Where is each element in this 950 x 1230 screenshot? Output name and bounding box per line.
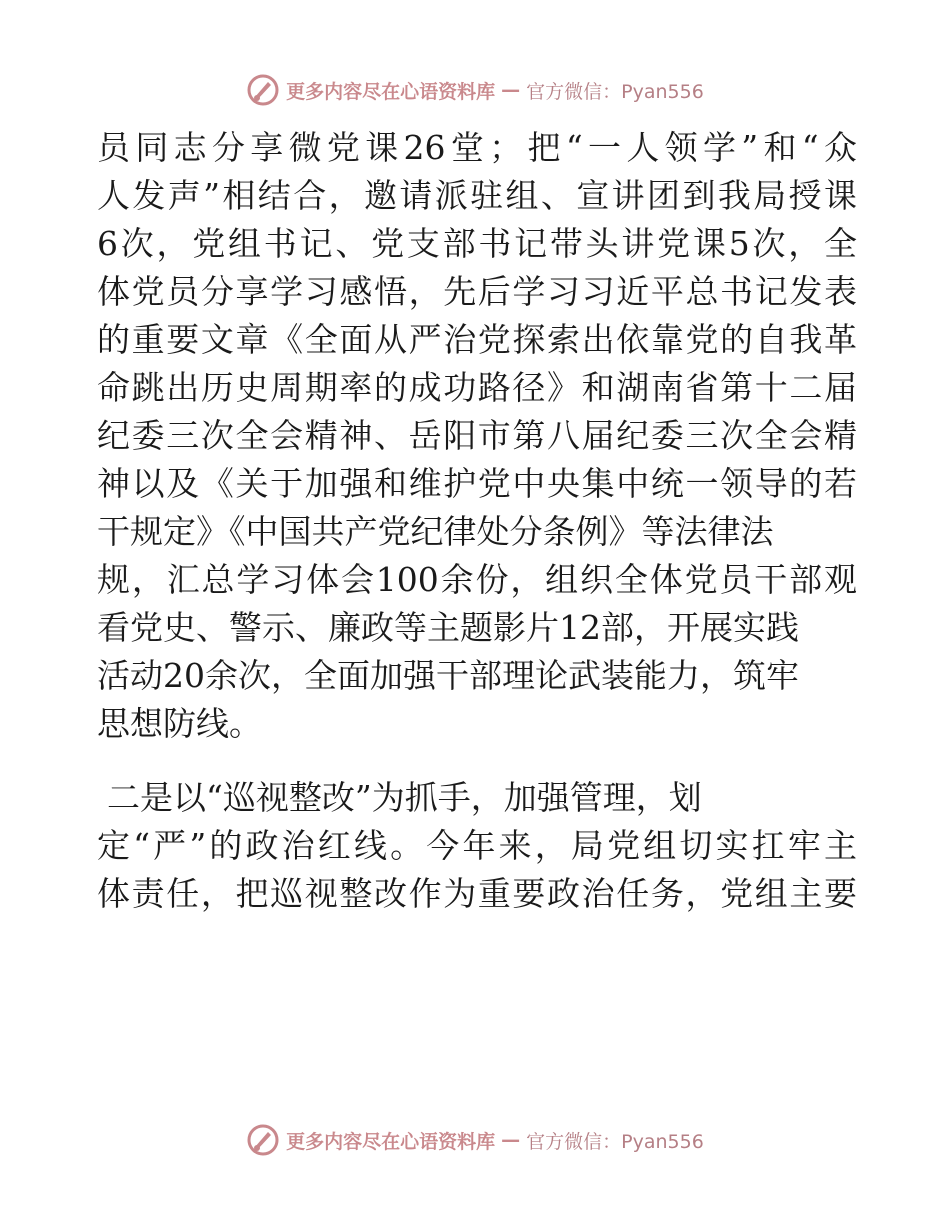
document-body [97, 124, 857, 918]
paragraph-gap [97, 748, 857, 774]
brush-logo-icon [246, 1123, 280, 1157]
text-line: 人发声”相结合，邀请派驻组、宣讲团到我局授课 [97, 176, 857, 215]
text-line: 员同志分享微党课26堂；把“一人领学”和“众 [97, 128, 857, 167]
text-line: 二是以“巡视整改”为抓手，加强管理，划 [107, 778, 702, 817]
banner-text: 更多内容尽在心语资料库 [286, 80, 496, 103]
banner-wechat: 官方微信：Pyan556 [526, 1130, 704, 1153]
banner-wechat: 官方微信：Pyan556 [526, 80, 704, 103]
banner-dash: — [501, 1129, 521, 1151]
text-line: 纪委三次全会精神、岳阳市第八届纪委三次全会精 [97, 416, 857, 455]
brush-logo-icon [246, 73, 280, 107]
text-line: 定“严”的政治红线。今年来，局党组切实扛牢主 [97, 826, 857, 865]
text-line: 神以及《关于加强和维护党中央集中统一领导的若 [97, 464, 857, 503]
text-line: 命跳出历史周期率的成功路径》和湖南省第十二届 [97, 368, 857, 407]
text-line: 6次，党组书记、党支部书记带头讲党课5次，全 [97, 224, 857, 263]
text-line: 干规定》《中国共产党纪律处分条例》等法律法 [97, 512, 774, 551]
text-line: 看党史、警示、廉政等主题影片12部，开展实践 [97, 608, 799, 647]
banner-text: 更多内容尽在心语资料库 [286, 1130, 496, 1153]
text-line: 规，汇总学习体会100余份，组织全体党员干部观 [97, 560, 857, 599]
text-line: 思想防线。 [97, 704, 262, 743]
paragraph-2 [97, 774, 857, 918]
text-line: 的重要文章《全面从严治党探索出依靠党的自我革 [97, 320, 857, 359]
footer-watermark [0, 1120, 950, 1160]
text-line: 体党员分享学习感悟，先后学习习近平总书记发表 [97, 272, 857, 311]
banner-dash: — [501, 79, 521, 101]
header-watermark [0, 70, 950, 110]
text-line: 活动20余次，全面加强干部理论武装能力，筑牢 [97, 656, 799, 695]
paragraph-1 [97, 124, 857, 748]
text-line: 体责任，把巡视整改作为重要政治任务，党组主要 [97, 874, 857, 913]
